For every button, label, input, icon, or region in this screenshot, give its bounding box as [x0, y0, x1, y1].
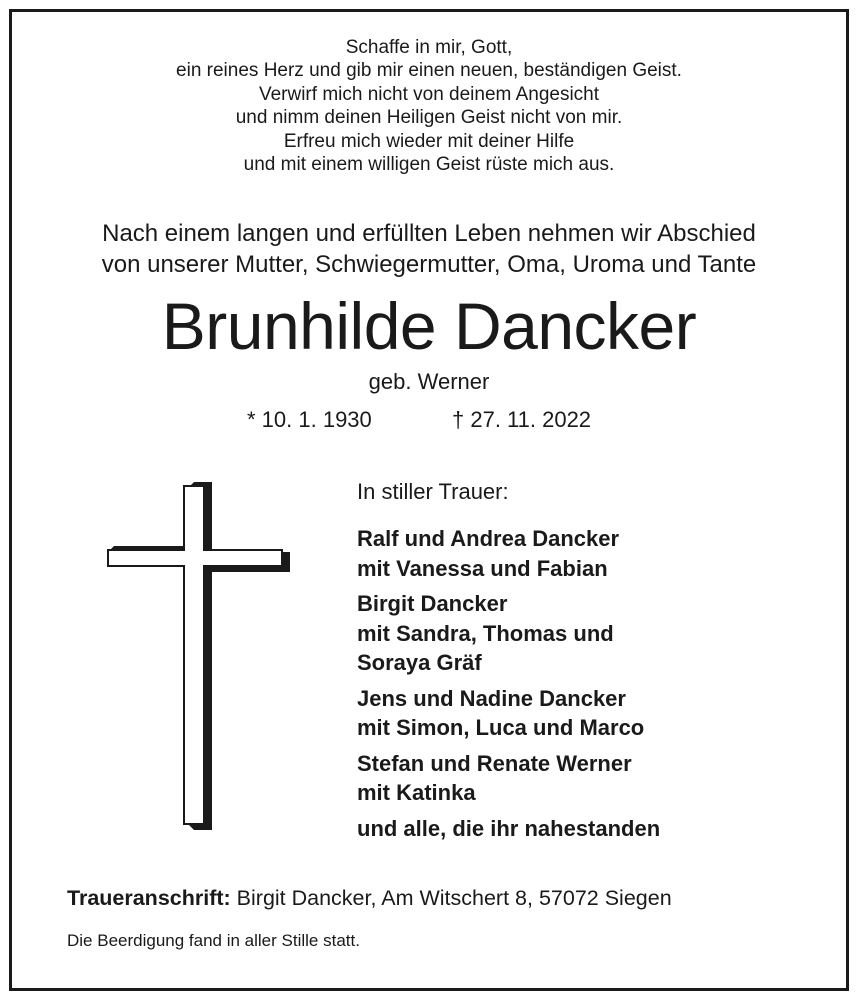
family-line: Ralf und Andrea Dancker [357, 526, 620, 551]
family-line: mit Sandra, Thomas und [357, 620, 614, 646]
deceased-name: Brunhilde Dancker [161, 289, 697, 363]
family-line: Jens und Nadine Dancker [357, 685, 626, 711]
death-date: † 27. 11. 2022 [452, 407, 592, 432]
mourning-label: In stiller Trauer: [357, 479, 509, 504]
intro-line: von unserer Mutter, Schwiegermutter, Oma, Uroma und Tante [101, 251, 757, 278]
cross-icon [104, 480, 294, 836]
bible-verse [0, 36, 858, 176]
family-group [357, 589, 660, 678]
verse-line: Erfreu mich wieder mit deiner Hilfe [283, 130, 575, 152]
maiden-name: geb. Werner [368, 369, 490, 394]
family-group [357, 749, 660, 808]
farewell-intro [0, 218, 858, 280]
family-line: Birgit Dancker [357, 591, 508, 616]
family-line: mit Vanessa und Fabian [357, 555, 608, 581]
verse-line: und mit einem willigen Geist rüste mich aus. [243, 154, 615, 176]
verse-line: ein reines Herz und gib mir einen neuen, beständigen Geist. [176, 60, 682, 82]
address-label: Traueranschrift: [67, 886, 231, 910]
verse-line: Verwirf mich nicht von deinem Angesicht [258, 83, 600, 105]
intro-line: Nach einem langen und erfüllten Leben nehmen wir Abschied [102, 220, 756, 247]
family-group [357, 684, 660, 743]
address-text: Birgit Dancker, Am Witschert 8, 57072 Siegen [230, 886, 672, 910]
family-line: und alle, die ihr nahestanden [357, 815, 661, 841]
family-group [357, 524, 660, 583]
family-line: Stefan und Renate Werner [357, 750, 632, 776]
verse-line: und nimm deinen Heiligen Geist nicht von mir. [235, 107, 623, 129]
family-line: mit Simon, Luca und Marco [357, 715, 645, 740]
mourning-address [67, 884, 672, 912]
verse-line: Schaffe in mir, Gott, [345, 37, 513, 58]
family-list [357, 524, 660, 849]
family-group [357, 814, 660, 844]
funeral-note: Die Beerdigung fand in aller Stille statt. [67, 931, 360, 950]
family-line: mit Katinka [357, 780, 476, 805]
family-line: Soraya Gräf [357, 650, 482, 675]
birth-date: * 10. 1. 1930 [247, 407, 372, 432]
